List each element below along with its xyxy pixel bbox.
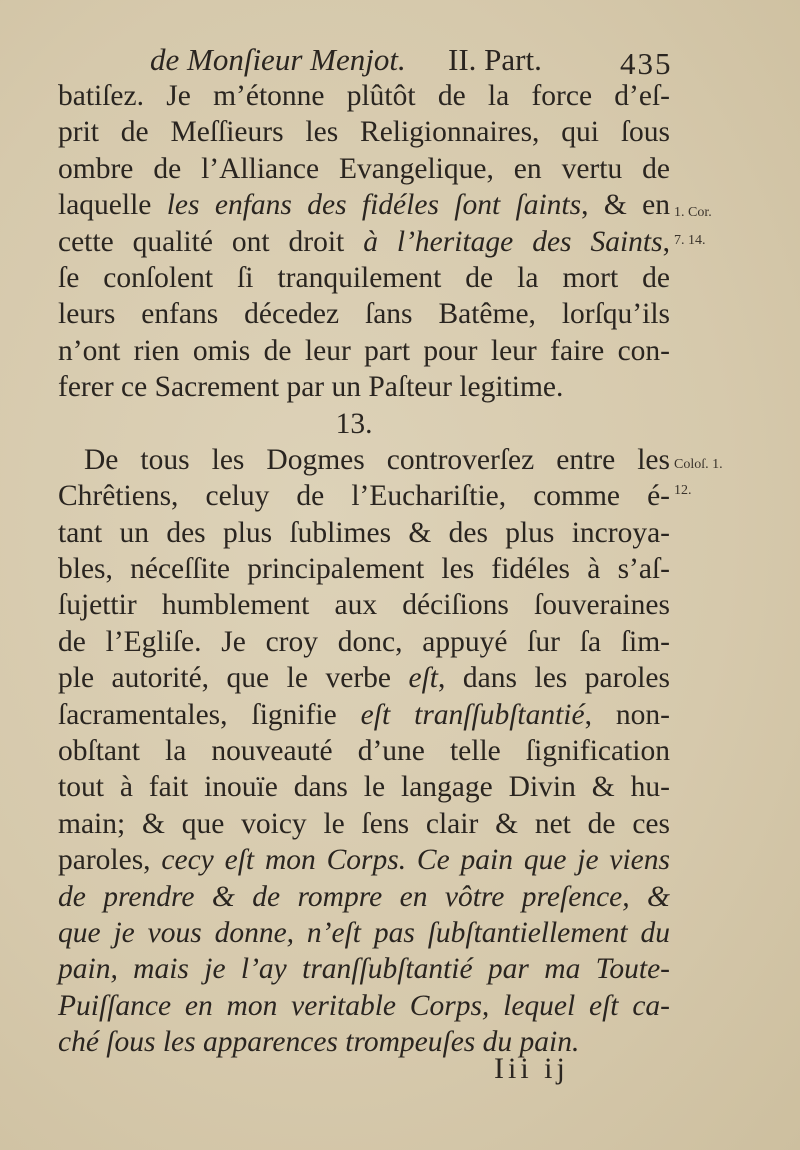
text-line: ple autorité, que le verbe eſt, dans les paroles — [58, 662, 670, 695]
italic-run: Puiſſance en mon veritable Corps, lequel eſt ca- — [58, 989, 670, 1022]
text-line — [58, 1024, 670, 1060]
text-line: De tous les Dogmes controverſez entre les — [84, 443, 670, 476]
text-line — [58, 879, 670, 915]
running-header — [150, 42, 690, 82]
italic-run: de prendre & de rompre en vôtre preſence, & — [58, 880, 670, 913]
paragraph-2 — [58, 442, 670, 1061]
signature-mark: Iii ij — [494, 1052, 569, 1085]
text-line: de l’Egliſe. Je croy donc, appuyé ſur ſa ſim- — [58, 625, 670, 658]
text-line: paroles, cecy eſt mon Corps. Ce pain que je viens — [58, 844, 671, 877]
text-line: tant un des plus ſublimes & des plus incroya- — [58, 516, 670, 549]
margin-note: 1. Cor. — [674, 205, 712, 220]
text-line: ferer ce Sacrement par un Paſteur legitime. — [58, 371, 564, 404]
text-line: ſe conſolent ſi tranquilement de la mort de — [58, 261, 670, 294]
body-text — [58, 78, 670, 1061]
text-line: prit de Meſſieurs les Religionnaires, qui ſous — [58, 116, 670, 149]
section-number: 13. — [335, 407, 373, 440]
italic-run: cecy eſt mon Corps. Ce pain que je viens — [161, 844, 671, 877]
text-line: Chrêtiens, celuy de l’Euchariſtie, comme é- — [58, 480, 670, 513]
running-title: de Monſieur Menjot. — [150, 42, 406, 77]
italic-run: à l’heritage des Saints — [363, 225, 663, 258]
text-line: main; & que voicy le ſens clair & net de ces — [58, 807, 670, 840]
part-label: II. Part. — [448, 42, 542, 77]
text-line — [58, 988, 670, 1024]
text-line: ombre de l’Alliance Evangelique, en vertu de — [58, 152, 670, 185]
italic-run: eſt — [408, 662, 439, 695]
italic-run: pain, mais je l’ay tranſſubſtantié par ma Toute- — [58, 953, 670, 986]
text-line: cette qualité ont droit à l’heritage des Saints, — [58, 225, 670, 258]
text-line — [58, 951, 670, 987]
paragraph-1 — [58, 78, 670, 406]
text-line: ſujettir humblement aux déciſions ſouveraines — [58, 589, 670, 622]
italic-run: eſt tranſſubſtantié — [360, 698, 585, 731]
margin-note: 12. — [674, 483, 692, 498]
text-line: obſtant la nouveauté d’une telle ſignification — [58, 735, 670, 768]
text-line: ſacramentales, ſignifie eſt tranſſubſtantié, non- — [58, 698, 670, 731]
text-line: tout à fait inouïe dans le langage Divin & hu- — [58, 771, 670, 804]
margin-note: Coloſ. 1. — [674, 457, 723, 472]
margin-note: 7. 14. — [674, 233, 706, 248]
text-line: batiſez. Je m’étonne plûtôt de la force d’eſ- — [58, 80, 670, 112]
text-line: n’ont rien omis de leur part pour leur faire con- — [58, 334, 670, 367]
italic-run: ché ſous les apparences trompeuſes du pain. — [58, 1026, 580, 1059]
italic-run: les enfans des fidéles ſont ſaints — [166, 189, 582, 222]
text-line: bles, néceſſite principalement les fidéles à s’aſ- — [58, 553, 670, 586]
page-number: 435 — [620, 46, 673, 81]
text-line — [58, 915, 670, 951]
italic-run: que je vous donne, n’eſt pas ſubſtantiellement du — [58, 916, 670, 949]
text-line: leurs enfans décedez ſans Batême, lorſqu’ils — [58, 298, 670, 331]
text-line: laquelle les enfans des fidéles ſont ſaints, & en — [58, 189, 670, 222]
